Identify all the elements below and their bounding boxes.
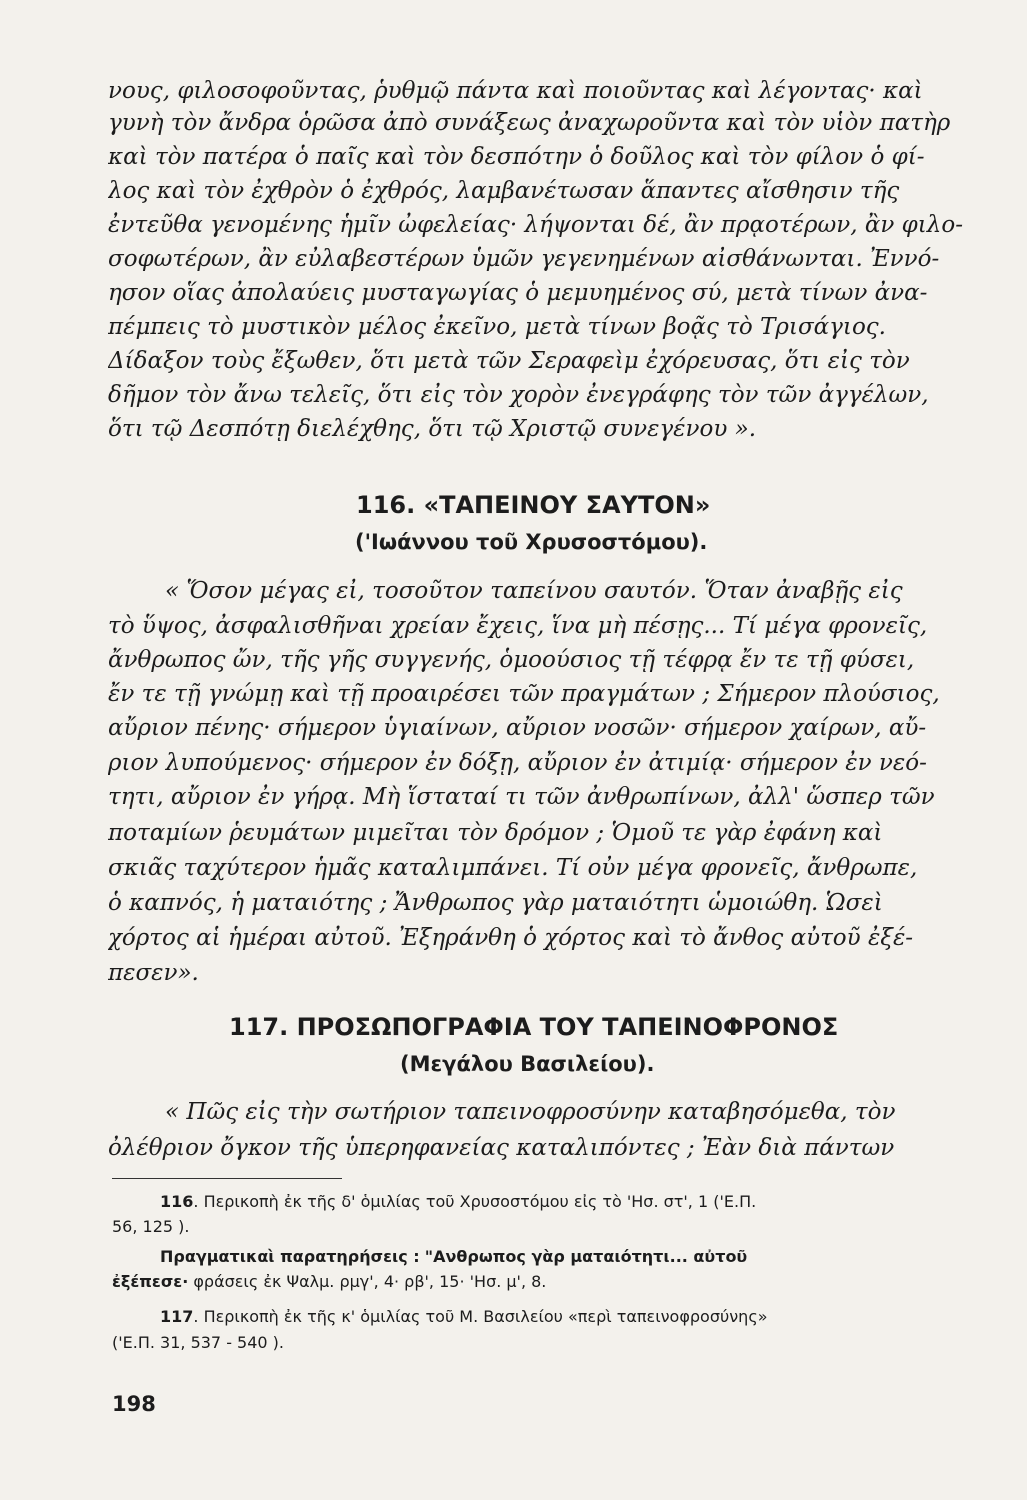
text-line: ὀλέθριον ὄγκον τῆς ὑπερηφανείας καταλιπόντες ; Ἐὰν διὰ πάντων <box>108 1135 895 1161</box>
footnote-116 <box>160 1192 968 1211</box>
text-line: αὔριον πένης· σήμερον ὑγιαίνων, αὔριον νοσῶν· σήμερον χαίρων, αὔ- <box>108 715 927 741</box>
text-line: τὸ ὕψος, ἀσφαλισθῆναι χρείαν ἔχεις, ἵνα μὴ πέσῃς... Τί μέγα φρονεῖς, <box>108 613 928 639</box>
footnote-number: 116 <box>160 1192 194 1211</box>
text-line: γυνὴ τὸν ἄνδρα ὁρῶσα ἀπὸ συνάξεως ἀναχωροῦντα καὶ τὸν υἱὸν πατὴρ <box>108 110 951 136</box>
section-116-title: 116. «ΤΑΠΕΙΝΟΥ ΣΑΥΤΟΝ» <box>356 491 711 519</box>
footnote-116-cont: 56, 125 ). <box>112 1217 190 1236</box>
text-line: ὅτι τῷ Δεσπότῃ διελέχθης, ὅτι τῷ Χριστῷ συνεγένου ». <box>108 416 757 442</box>
text-line: σκιᾶς ταχύτερον ἡμᾶς καταλιμπάνει. Τί οὖν μέγα φρονεῖς, ἄνθρωπε, <box>108 855 918 881</box>
text-line: χόρτος αἱ ἡμέραι αὐτοῦ. Ἐξηράνθη ὁ χόρτος καὶ τὸ ἄνθος αὐτοῦ ἐξέ- <box>108 925 914 951</box>
text-line: « Ὅσον μέγας εἶ, τοσοῦτον ταπείνου σαυτόν. Ὅταν ἀναβῇς εἰς <box>165 578 903 604</box>
text-line: ἐντεῦθα γενομένης ἡμῖν ὠφελείας· λήψονται δέ, ἂν πρᾳοτέρων, ἂν φιλο- <box>108 212 963 238</box>
section-117-title: 117. ΠΡΟΣΩΠΟΓΡΑΦΙΑ ΤΟΥ ΤΑΠΕΙΝΟΦΡΟΝΟΣ <box>229 1013 839 1041</box>
footnote-117 <box>160 1307 968 1326</box>
text-line: λος καὶ τὸν ἐχθρὸν ὁ ἐχθρός, λαμβανέτωσαν ἅπαντες αἴσθησιν τῆς <box>108 178 900 204</box>
footnote-remarks <box>160 1247 968 1266</box>
footnote-text: . Περικοπὴ ἐκ τῆς δ' ὁμιλίας τοῦ Χρυσοστόμου εἰς τὸ 'Ησ. στ', 1 ('Ε.Π. <box>193 1192 757 1211</box>
text-line: τητι, αὔριον ἐν γήρᾳ. Μὴ ἵσταταί τι τῶν ἀνθρωπίνων, ἀλλ' ὥσπερ τῶν <box>108 784 935 810</box>
remarks-quote: "Ανθρωπος γὰρ ματαιότητι... αὐτοῦ <box>424 1247 748 1266</box>
text-line: ὁ καπνός, ἡ ματαιότης ; Ἄνθρωπος γὰρ ματαιότητι ὡμοιώθη. Ὡσεὶ <box>108 890 883 916</box>
text-line: Δίδαξον τοὺς ἔξωθεν, ὅτι μετὰ τῶν Σεραφεὶμ ἐχόρευσας, ὅτι εἰς τὸν <box>108 348 910 374</box>
remarks-quote-end: ἐξέπεσε· <box>112 1272 189 1291</box>
footnote-rule <box>112 1178 342 1179</box>
text-line: νους, φιλοσοφοῦντας, ῥυθμῷ πάντα καὶ ποιοῦντας καὶ λέγοντας· καὶ <box>108 78 923 104</box>
text-line: ἔν τε τῇ γνώμῃ καὶ τῇ προαιρέσει τῶν πραγμάτων ; Σήμερον πλούσιος, <box>108 681 940 707</box>
text-line: ησον οἵας ἀπολαύεις μυσταγωγίας ὁ μεμυημένος σύ, μετὰ τίνων ἀνα- <box>108 280 928 306</box>
footnote-number: 117 <box>160 1307 194 1326</box>
text-line: πεσεν». <box>108 960 199 986</box>
text-line: σοφωτέρων, ἂν εὐλαβεστέρων ὑμῶν γεγενημένων αἰσθάνωνται. Ἐννό- <box>108 246 940 272</box>
section-116-subtitle: ('Ιωάννου τοῦ Χρυσοστόμου). <box>355 530 708 554</box>
text-line: ποταμίων ῥευμάτων μιμεῖται τὸν δρόμον ; Ὁμοῦ τε γὰρ ἐφάνη καὶ <box>108 820 883 846</box>
footnote-text: . Περικοπὴ ἐκ τῆς κ' ὁμιλίας τοῦ Μ. Βασιλείου «περὶ ταπεινοφροσύνης» <box>193 1307 768 1326</box>
page-number: 198 <box>112 1392 156 1416</box>
remarks-label: Πραγματικαὶ παρατηρήσεις : <box>160 1247 420 1266</box>
text-line: ριον λυπούμενος· σήμερον ἐν δόξῃ, αὔριον ἐν ἀτιμίᾳ· σήμερον ἐν νεό- <box>108 750 927 776</box>
text-line: καὶ τὸν πατέρα ὁ παῖς καὶ τὸν δεσπότην ὁ δοῦλος καὶ τὸν φίλον ὁ φί- <box>108 144 925 170</box>
text-line: πέμπεις τὸ μυστικὸν μέλος ἐκεῖνο, μετὰ τίνων βοᾷς τὸ Τρισάγιος. <box>108 314 886 340</box>
footnote-117-cont: ('Ε.Π. 31, 537 - 540 ). <box>112 1333 285 1352</box>
text-line: « Πῶς εἰς τὴν σωτήριον ταπεινοφροσύνην καταβησόμεθα, τὸν <box>165 1099 896 1125</box>
text-line: δῆμον τὸν ἄνω τελεῖς, ὅτι εἰς τὸν χορὸν ἐνεγράφης τὸν τῶν ἀγγέλων, <box>108 382 929 408</box>
text-line: ἄνθρωπος ὤν, τῆς γῆς συγγενής, ὁμοούσιος τῇ τέφρᾳ ἔν τε τῇ φύσει, <box>108 647 915 673</box>
footnote-remarks-cont <box>112 1272 970 1291</box>
section-117-subtitle: (Μεγάλου Βασιλείου). <box>400 1052 655 1076</box>
remarks-refs: φράσεις ἐκ Ψαλμ. ρμγ', 4· ρβ', 15· 'Ησ. μ', 8. <box>193 1272 547 1291</box>
